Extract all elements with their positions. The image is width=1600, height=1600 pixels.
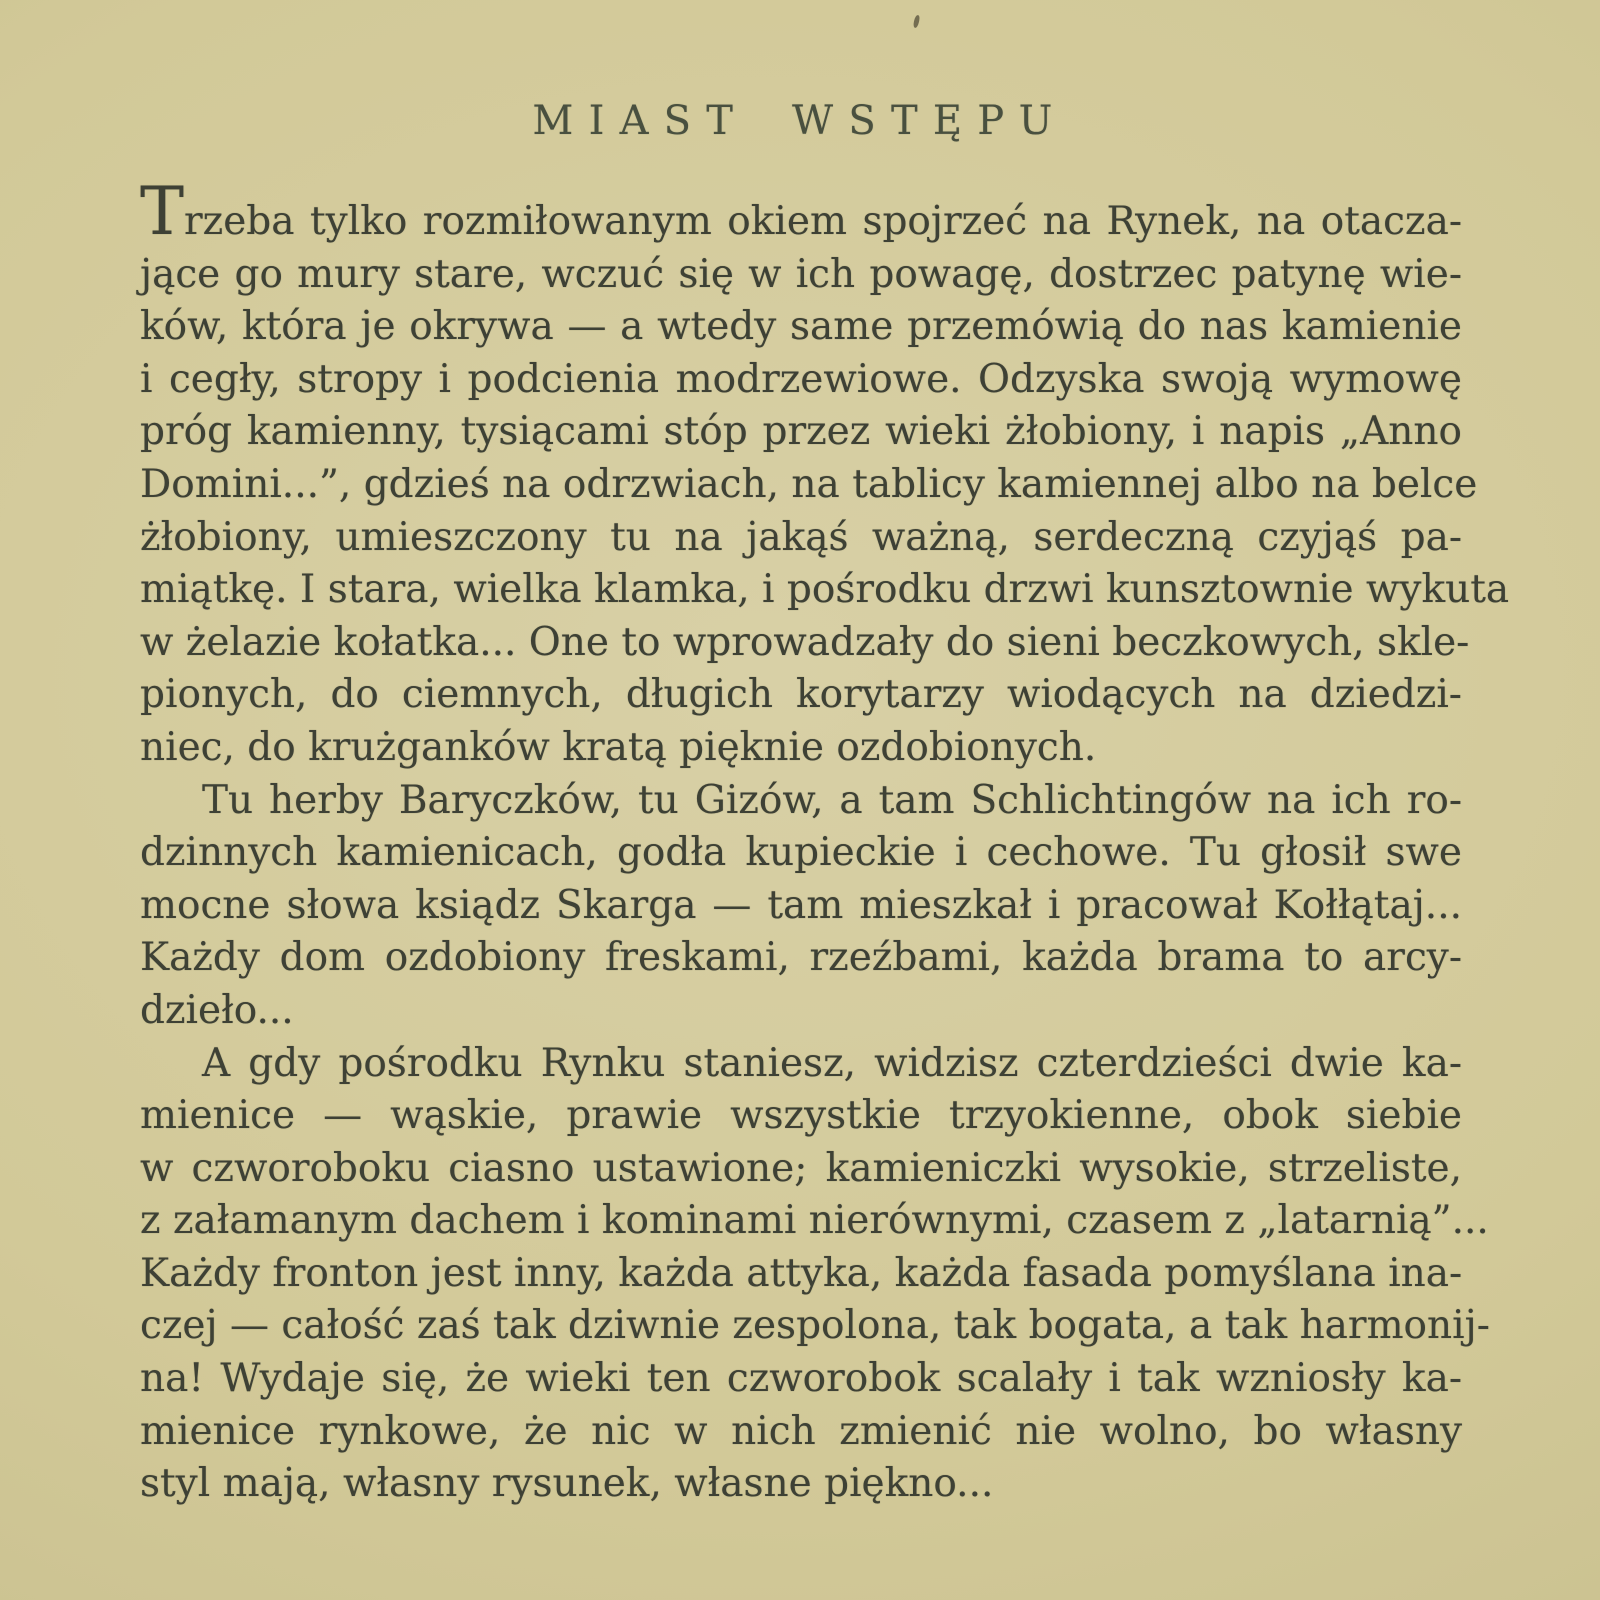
text-line: dzieło... [140, 987, 294, 1033]
text-line: Domini...”, gdzieś na odrzwiach, na tablicy kamiennej albo na belce [140, 461, 1478, 507]
text-line: Każdy fronton jest inny, każda attyka, każda fasada pomyślana ina- [140, 1250, 1463, 1296]
text-line: mienice rynkowe, że nic w nich zmienić nie wolno, bo własny [140, 1408, 1462, 1454]
initial-letter: T [140, 173, 185, 250]
text-line: jące go mury stare, wczuć się w ich powagę, dostrzec patynę wie- [140, 251, 1462, 297]
text-line: ków, która je okrywa — a wtedy same przemówią do nas kamienie [140, 304, 1462, 350]
text-line: z załamanym dachem i kominami nierównymi, czasem z „latarnią”... [140, 1198, 1489, 1244]
text-line: i cegły, stropy i podcienia modrzewiowe. Odzyska swoją wymowę [140, 356, 1462, 402]
text-line: czej — całość zaś tak dziwnie zespolona, tak bogata, a tak harmonij- [140, 1303, 1490, 1349]
text-line: miątkę. I stara, wielka klamka, i pośrodku drzwi kunsztownie wykuta [140, 567, 1510, 613]
text-line: Tu herby Baryczków, tu Gizów, a tam Schlichtingów na ich ro- [202, 777, 1462, 823]
text-line: pionych, do ciemnych, długich korytarzy wiodących na dziedzi- [140, 672, 1462, 718]
text-line: w czworoboku ciasno ustawione; kamieniczki wysokie, strzeliste, [140, 1145, 1462, 1191]
text-line: dzinnych kamienicach, godła kupieckie i cechowe. Tu głosił swe [140, 830, 1462, 876]
text-line: styl mają, własny rysunek, własne piękno... [140, 1461, 994, 1507]
text-line: niec, do krużganków kratą pięknie ozdobionych. [140, 724, 1097, 770]
text-line: Każdy dom ozdobiony freskami, rzeźbami, każda brama to arcy- [140, 935, 1462, 981]
page-title: MIAST WSTĘPU [532, 98, 1068, 144]
text-line: mocne słowa ksiądz Skarga — tam mieszkał i pracował Kołłątaj... [140, 882, 1462, 928]
text-line: żłobiony, umieszczony tu na jakąś ważną, serdeczną czyjąś pa- [140, 514, 1462, 560]
text-line: w żelazie kołatka... One to wprowadzały do sieni beczkowych, skle- [140, 619, 1470, 665]
text-line: Trzeba tylko rozmiłowanym okiem spojrzeć na Rynek, na otacza- [140, 173, 1462, 250]
text-block [140, 173, 1510, 1511]
text-line: próg kamienny, tysiącami stóp przez wieki żłobiony, i napis „Anno [140, 409, 1462, 455]
text-line: mienice — wąskie, prawie wszystkie trzyokienne, obok siebie [140, 1093, 1462, 1139]
text-line: A gdy pośrodku Rynku staniesz, widzisz czterdzieści dwie ka- [202, 1040, 1462, 1086]
text-line: na! Wydaje się, że wieki ten czworobok scalały i tak wzniosły ka- [140, 1356, 1462, 1402]
dust-speck [913, 15, 921, 29]
